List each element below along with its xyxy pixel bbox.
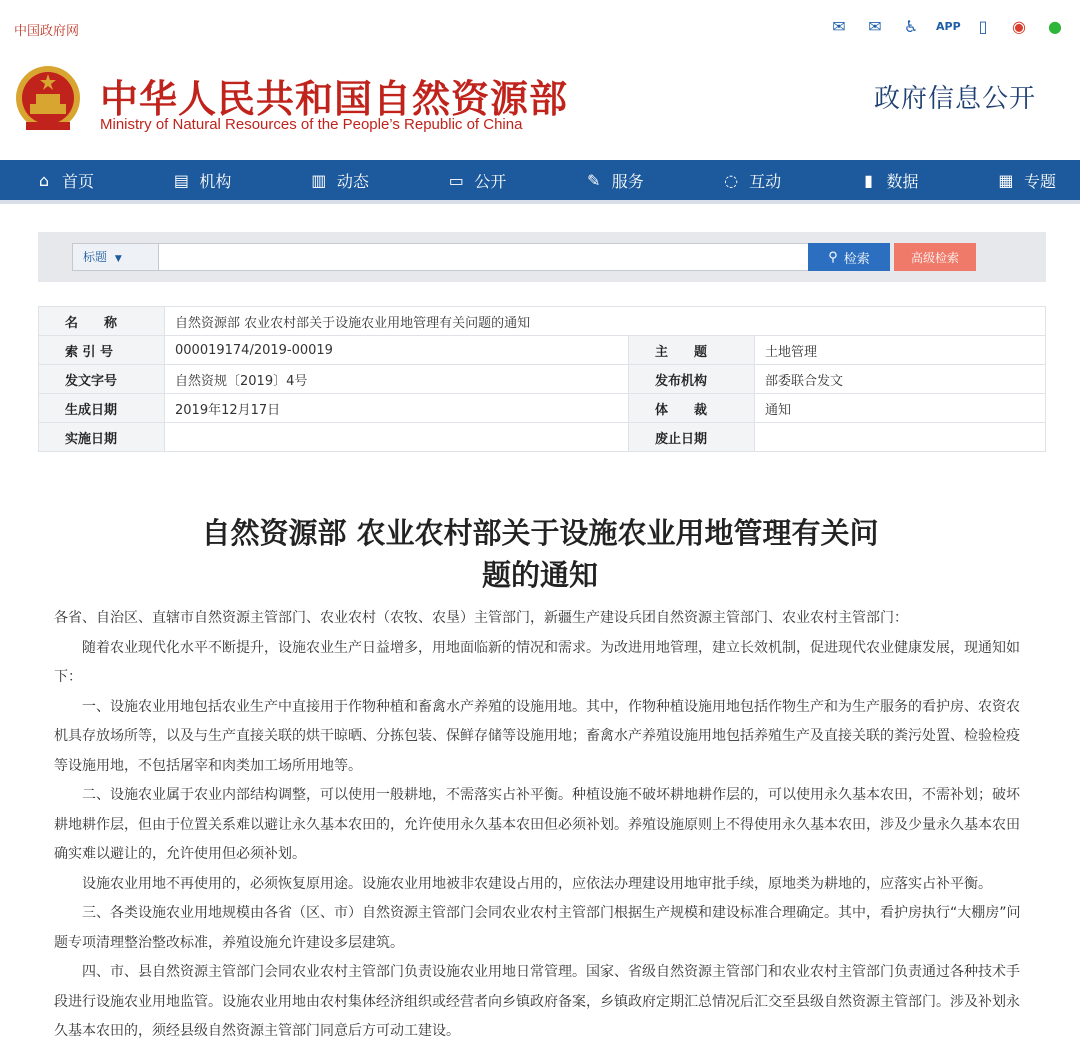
table-row xyxy=(39,394,1046,423)
meta-label: 体 裁 xyxy=(629,394,755,423)
weibo-icon[interactable]: ◉ xyxy=(1012,17,1026,36)
meta-label: 发布机构 xyxy=(629,365,755,394)
meta-value: 000019174/2019-00019 xyxy=(165,336,629,365)
edit-icon: ✎ xyxy=(586,170,601,190)
nav-item-label: 服务 xyxy=(611,171,644,191)
meta-value: 部委联合发文 xyxy=(755,365,1046,394)
meta-label: 主 题 xyxy=(629,336,755,365)
table-row xyxy=(39,365,1046,394)
nav-item-disclosure[interactable] xyxy=(446,160,506,200)
gov-portal-link[interactable]: 中国政府网 xyxy=(14,24,80,39)
site-header xyxy=(0,50,1080,160)
monitor-icon: ▭ xyxy=(448,170,464,190)
meta-label: 实施日期 xyxy=(39,423,165,452)
document-body xyxy=(54,604,1024,1047)
document-icon: ▦ xyxy=(998,170,1014,190)
top-icons xyxy=(828,16,1066,38)
meta-label: 名 称 xyxy=(39,307,165,336)
nav-item-label: 互动 xyxy=(749,171,782,191)
advanced-search-button[interactable]: 高级检索 xyxy=(894,243,976,271)
book-icon: ▥ xyxy=(311,170,327,190)
nav-item-label: 数据 xyxy=(886,171,919,191)
body-paragraph: 三、各类设施农业用地规模由各省（区、市）自然资源主管部门会同农业农村主管部门根据生产规模和建设标准合理确定。其中，看护房执行“大棚房”问题专项清理整治整改标准，养殖设施允许建设多层建筑。 xyxy=(54,905,1021,951)
meta-label: 生成日期 xyxy=(39,394,165,423)
nav-item-label: 机构 xyxy=(199,171,232,191)
meta-label: 发文字号 xyxy=(39,365,165,394)
nav-item-news[interactable] xyxy=(309,160,369,200)
meta-value: 2019年12月17日 xyxy=(165,394,629,423)
document-title-line: 题的通知 xyxy=(481,558,598,592)
nav-item-data[interactable] xyxy=(859,160,919,200)
body-paragraph: 一、设施农业用地包括农业生产中直接用于作物种植和畜禽水产养殖的设施用地。其中，作物种植设施用地包括作物生产和为生产服务的看护房、农资农机具存放场所等，以及与生产直接关联的烘干晾晒、分拣包装、保鲜存储等设施用地；畜禽水产养殖设施用地包括养殖生产及直接关联的粪污处置、检验检疫等设施用地，不包括屠宰和肉类加工场所用地等。 xyxy=(54,698,1020,774)
search-input[interactable] xyxy=(160,244,840,270)
main-nav xyxy=(0,160,1080,204)
meta-value xyxy=(165,423,629,452)
meta-value: 自然资规〔2019〕4号 xyxy=(165,365,629,394)
mobile-icon[interactable]: ▯ xyxy=(978,17,988,36)
table-row xyxy=(39,423,1046,452)
search-icon: ⚲ xyxy=(828,249,838,264)
search-type-select[interactable] xyxy=(73,244,159,270)
top-bar xyxy=(0,0,1080,50)
nav-item-topics[interactable] xyxy=(996,160,1056,200)
table-row xyxy=(39,307,1046,336)
nav-item-home[interactable] xyxy=(34,160,94,200)
salutation: 各省、自治区、直辖市自然资源主管部门、农业农村（农牧、农垦）主管部门，新疆生产建设兵团自然资源主管部门、农业农村主管部门： xyxy=(54,610,908,626)
table-row xyxy=(39,336,1046,365)
chat-icon: ◌ xyxy=(724,170,739,190)
search-type-label: 标题 xyxy=(83,250,108,264)
meta-label: 索 引 号 xyxy=(39,336,165,365)
nav-item-services[interactable] xyxy=(584,160,644,200)
body-paragraph: 随着农业现代化水平不断提升，设施农业生产日益增多，用地面临新的情况和需求。为改进用地管理，建立长效机制，促进现代农业健康发展，现通知如下： xyxy=(54,639,1020,685)
nav-item-label: 专题 xyxy=(1023,171,1056,191)
meta-value: 土地管理 xyxy=(755,336,1046,365)
info-disclosure-title: 政府信息公开 xyxy=(873,84,1036,114)
meta-value: 通知 xyxy=(755,394,1046,423)
national-emblem-icon xyxy=(12,60,84,138)
nav-item-label: 公开 xyxy=(474,171,507,191)
mail-open-icon[interactable]: ✉ xyxy=(868,17,882,36)
nav-item-label: 首页 xyxy=(62,171,95,191)
org-icon: ▤ xyxy=(173,170,189,190)
search-button-label: 检索 xyxy=(843,250,870,266)
site-title: 中华人民共和国自然资源部 xyxy=(100,76,569,121)
body-paragraph: 四、市、县自然资源主管部门会同农业农村主管部门负责设施农业用地日常管理。国家、省级自然资源主管部门和农业农村主管部门负责通过各种技术手段进行设施农业用地监管。设施农业用地由农村集体经济组织或经营者向乡镇政府备案，乡镇政府定期汇总情况后汇交至县级自然资源主管部门。涉及补划永久基本农田的，须经县级自然资源主管部门同意后方可动工建设。 xyxy=(54,964,1020,1039)
nav-item-organization[interactable] xyxy=(171,160,231,200)
bar-chart-icon: ▮ xyxy=(864,170,873,190)
search-bar xyxy=(38,232,1046,282)
home-icon: ⌂ xyxy=(38,170,50,190)
nav-item-label: 动态 xyxy=(336,171,369,191)
accessibility-icon[interactable]: ♿ xyxy=(903,17,919,36)
body-paragraph: 二、设施农业属于农业内部结构调整，可以使用一般耕地，不需落实占补平衡。种植设施不破坏耕地耕作层的，可以使用永久基本农田，不需补划；破坏耕地耕作层，但由于位置关系难以避让永久基本农田的，允许使用永久基本农田但必须补划。养殖设施原则上不得使用永久基本农田，涉及少量永久基本农田确实难以避让的，允许使用但必须补划。 xyxy=(54,787,1020,862)
site-subtitle: Ministry of Natural Resources of the People’s Republic of China xyxy=(100,116,523,133)
search-field xyxy=(72,243,842,271)
mail-icon[interactable]: ✉ xyxy=(832,17,846,36)
meta-value xyxy=(755,423,1046,452)
meta-label: 废止日期 xyxy=(629,423,755,452)
meta-value: 自然资源部 农业农村部关于设施农业用地管理有关问题的通知 xyxy=(165,307,1046,336)
document-metadata-table xyxy=(38,306,1046,452)
caret-down-icon: ▼ xyxy=(114,254,122,264)
document-title xyxy=(120,512,960,596)
nav-item-interaction[interactable] xyxy=(721,160,781,200)
search-button[interactable] xyxy=(808,243,890,271)
app-icon[interactable]: APP xyxy=(936,20,961,33)
wechat-icon[interactable]: ● xyxy=(1048,17,1062,36)
body-paragraph: 设施农业用地不再使用的，必须恢复原用途。设施农业用地被非农建设占用的，应依法办理建设用地审批手续，原地类为耕地的，应落实占补平衡。 xyxy=(82,875,992,892)
document-title-line: 自然资源部 农业农村部关于设施农业用地管理有关问 xyxy=(201,516,879,550)
